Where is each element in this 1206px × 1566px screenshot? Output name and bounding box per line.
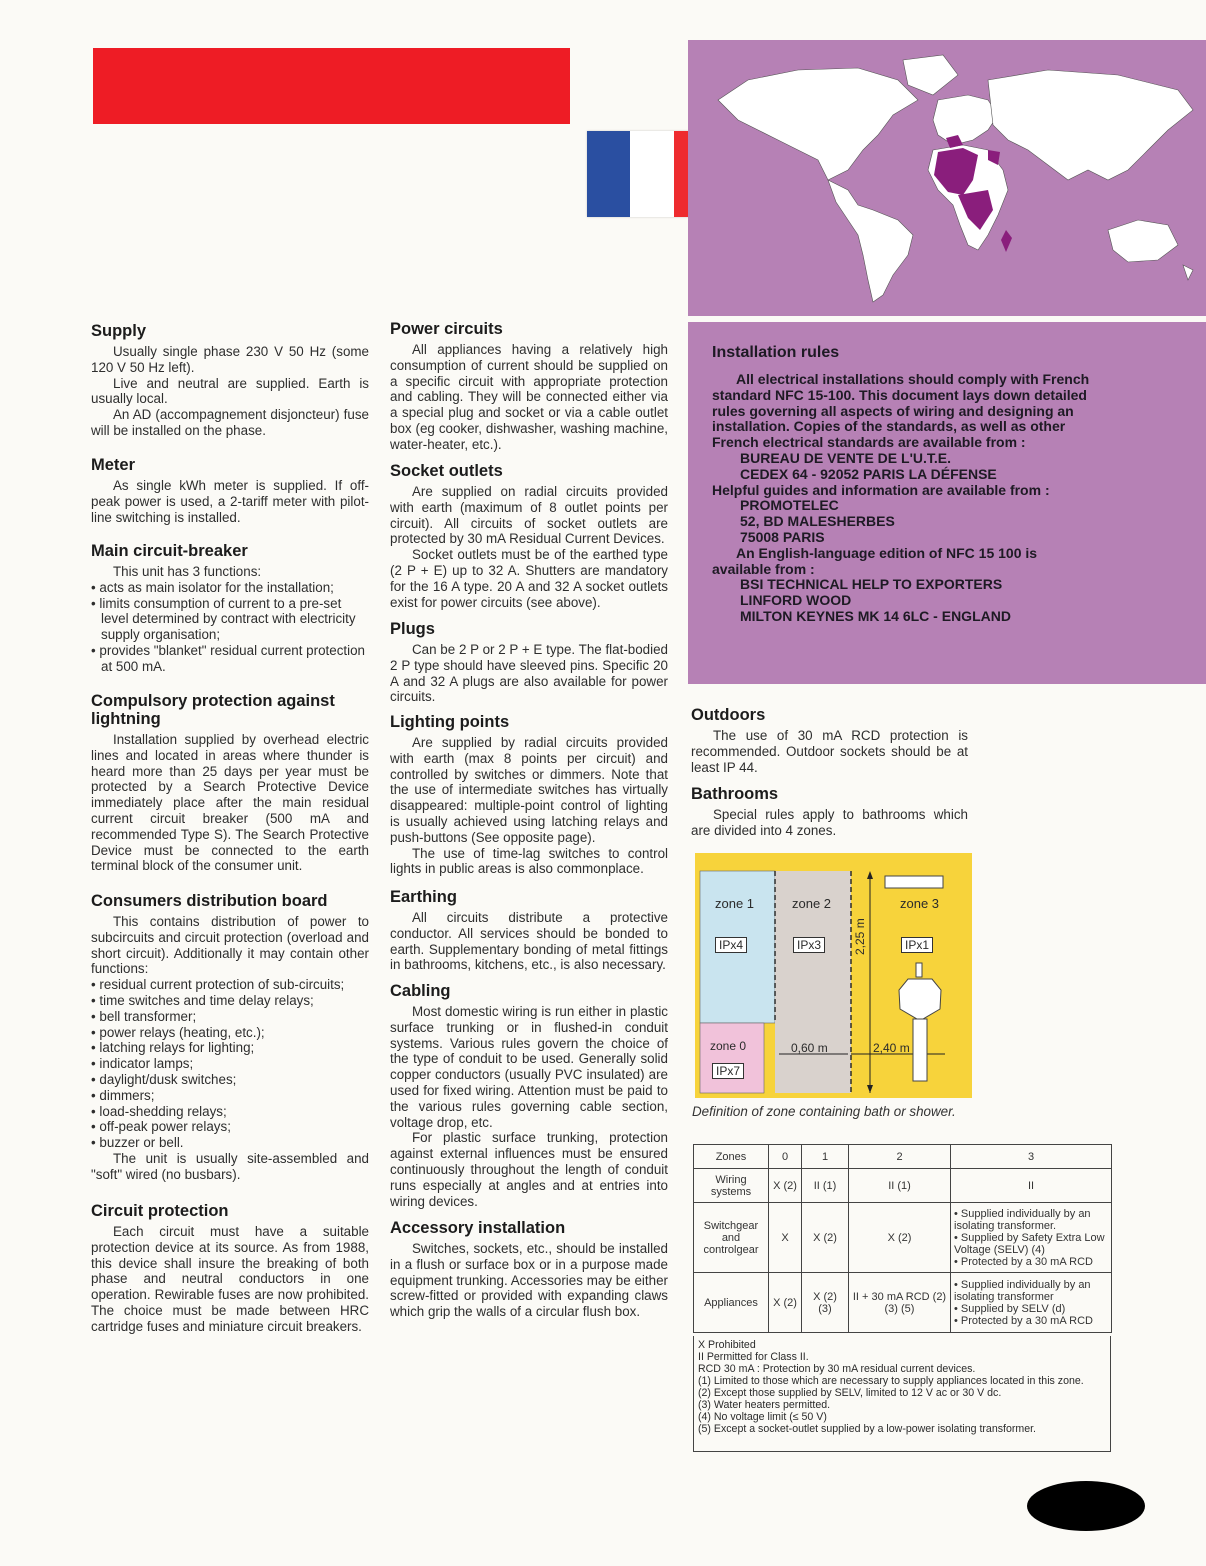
section-title: Accessory installation: [390, 1219, 566, 1237]
note-line: RCD 30 mA : Protection by 30 mA residual current devices.: [698, 1363, 976, 1375]
bullet-list: [91, 580, 369, 675]
table-cell: X (2): [849, 1203, 951, 1273]
section-title: Supply: [91, 322, 147, 340]
width-label: 0,60 m: [791, 1041, 828, 1055]
section-title: Consumers distribution board: [91, 892, 328, 910]
paragraph: An AD (accompagnement disjoncteur) fuse will be installed on the phase.: [91, 407, 369, 438]
note-line: II Permitted for Class II.: [698, 1351, 809, 1363]
paragraph: Installation supplied by overhead electric lines and located in areas where thunder is heard more than 25 days per year must be protected by a Search Protective Device immediately place after the main residual current circuit breaker (500 mA and recommended Type S). The Search Protective Device must be connected to the earth terminal block of the consumer unit.: [91, 732, 369, 874]
zone2-label: zone 2: [792, 896, 832, 911]
table-cell: X (2): [769, 1169, 802, 1203]
section-socket-outlets: [390, 462, 668, 610]
list-item: • off-peak power relays;: [91, 1119, 369, 1135]
rules-address: PROMOTELEC: [740, 497, 839, 514]
zone1-label: zone 1: [715, 896, 755, 911]
paragraph: Socket outlets must be of the earthed type (2 P + E) up to 32 A. Shutters are mandatory for the 16 A type. 20 A and 32 A socket outlets exist for power circuits (see above).: [390, 547, 668, 610]
list-item: • indicator lamps;: [91, 1056, 369, 1072]
table-cell: [951, 1273, 1112, 1333]
section-power-circuits: [390, 320, 668, 453]
paragraph: All appliances having a relatively high consumption of current should be supplied on a specific circuit with appropriate protection and cabling. They will be connected either via a special plug and socket or via a cable outlet box (eg cooker, dishwasher, washing machine, water-heater, etc.).: [390, 342, 668, 452]
table-header-row: [694, 1145, 1112, 1169]
section-title: Socket outlets: [390, 462, 503, 480]
list-item: • buzzer or bell.: [91, 1135, 369, 1151]
table-cell: II (1): [802, 1169, 849, 1203]
table-row-label: Switchgear and controlgear: [694, 1203, 769, 1273]
table-cell: II: [951, 1169, 1112, 1203]
paragraph: Can be 2 P or 2 P + E type. The flat-bodied 2 P type should have sleeved pins. Specific 20 A and 32 A plugs are also available for power circuits.: [390, 642, 668, 705]
note-line: (5) Except a socket-outlet supplied by a low-power isolating transformer.: [698, 1423, 1036, 1435]
section-title: Outdoors: [691, 706, 766, 724]
paragraph: Are supplied on radial circuits provided with earth (maximum of 8 outlet points per circuit). All circuits of socket outlets are protected by 30 mA Residual Current Devices.: [390, 484, 668, 547]
cell-line: • Supplied individually by an isolating transformer: [954, 1278, 1091, 1303]
zones-table: [693, 1144, 1112, 1333]
table-row: [694, 1273, 1112, 1333]
section-earthing: [390, 888, 668, 973]
note-line: (1) Limited to those which are necessary to supply appliances located in this zone.: [698, 1375, 1084, 1387]
rules-address: CEDEX 64 - 92052 PARIS LA DÉFENSE: [740, 465, 997, 482]
table-header-cell: 0: [769, 1145, 802, 1169]
cell-line: • Supplied by SELV (d): [954, 1302, 1066, 1315]
section-accessory-installation: [390, 1219, 668, 1320]
list-item: • power relays (heating, etc.);: [91, 1025, 369, 1041]
paragraph: Switches, sockets, etc., should be installed in a flush or surface box or in a purpose made equipment trunking. Accessories may be either screw-fitted or provided with expanding claws which grip the walls of a circular flush box.: [390, 1241, 668, 1320]
section-title: Cabling: [390, 982, 451, 1000]
paragraph: Most domestic wiring is run either in plastic surface trunking or in flushed-in conduit systems. Various rules govern the choice of the type of conduit to be used. Generally solid copper conductors (usually PVC insulated) are used for fixed wiring. Attention must be paid to the various rules governing cable section, voltage drop, etc.: [390, 1004, 668, 1130]
rules-body: [712, 372, 1092, 625]
section-title: Compulsory protection against lightning: [91, 692, 335, 728]
section-supply: [91, 322, 369, 439]
rules-guides: Helpful guides and information are available from :: [712, 481, 1050, 498]
list-item: • residual current protection of sub-circuits;: [91, 977, 369, 993]
list-item: • load-shedding relays;: [91, 1104, 369, 1120]
table-notes: [693, 1336, 1111, 1452]
paragraph: The use of time-lag switches to control lights in public areas is also commonplace.: [390, 845, 668, 877]
bullet-list: [91, 977, 369, 1151]
page-number-oval: [1027, 1481, 1145, 1531]
installation-rules-box: [688, 322, 1206, 684]
note-line: (3) Water heaters permitted.: [698, 1399, 831, 1411]
section-title: Circuit protection: [91, 1202, 229, 1220]
list-item: • provides "blanket" residual current protection at 500 mA.: [91, 643, 369, 675]
rules-english: An English-language edition of NFC 15 100 is available from :: [712, 544, 1038, 577]
paragraph: The use of 30 mA RCD protection is recommended. Outdoor sockets should be at least IP 44.: [691, 728, 968, 775]
table-header-cell: Zones: [694, 1145, 769, 1169]
section-title: Lighting points: [390, 713, 510, 731]
section-meter: [91, 456, 369, 525]
list-item: • bell transformer;: [91, 1009, 369, 1025]
bathroom-zones-diagram: [695, 853, 972, 1098]
section-main-circuit-breaker: [91, 542, 369, 675]
table-cell: X (2): [802, 1203, 849, 1273]
list-item: • time switches and time delay relays;: [91, 993, 369, 1009]
paragraph: Usually single phase 230 V 50 Hz (some 120 V 50 Hz left).: [91, 344, 369, 375]
cell-line: • Supplied individually by an isolating transformer.: [954, 1207, 1091, 1232]
ip-rating-badge: IPx1: [901, 937, 933, 953]
paragraph: Special rules apply to bathrooms which are divided into 4 zones.: [691, 807, 968, 838]
table-header-cell: 2: [849, 1145, 951, 1169]
width-label: 2,40 m: [873, 1041, 910, 1055]
ip-rating-badge: IPx3: [793, 937, 825, 953]
list-item: • latching relays for lighting;: [91, 1040, 369, 1056]
rules-title: Installation rules: [712, 344, 840, 361]
title-banner: [93, 48, 570, 124]
table-header-cell: 3: [951, 1145, 1112, 1169]
list-item: • daylight/dusk switches;: [91, 1072, 369, 1088]
paragraph: Live and neutral are supplied. Earth is usually local.: [91, 375, 369, 407]
note-line: (2) Except those supplied by SELV, limited to 12 V ac or 30 V dc.: [698, 1387, 1002, 1399]
section-title: Power circuits: [390, 320, 503, 338]
section-distribution-board: [91, 892, 369, 1183]
world-map: [688, 40, 1206, 316]
rules-address: BSI TECHNICAL HELP TO EXPORTERS: [740, 576, 1003, 593]
rules-address: 75008 PARIS: [740, 528, 825, 545]
paragraph: This contains distribution of power to subcircuits and circuit protection (overload and short circuit). Additionally it may contain other functions:: [91, 914, 369, 977]
paragraph: This unit has 3 functions:: [113, 564, 262, 579]
section-cabling: [390, 982, 668, 1209]
table-row-label: Wiring systems: [694, 1169, 769, 1203]
ip-rating-badge: IPx7: [712, 1063, 744, 1079]
paragraph: The unit is usually site-assembled and "soft" wired (no busbars).: [91, 1150, 369, 1182]
figure-caption: Definition of zone containing bath or shower.: [692, 1104, 956, 1119]
cell-line: • Protected by a 30 mA RCD: [954, 1314, 1093, 1327]
zone0-label: zone 0: [710, 1039, 747, 1053]
table-cell: X: [769, 1203, 802, 1273]
rules-address: MILTON KEYNES MK 14 6LC - ENGLAND: [740, 607, 1011, 624]
list-item: • dimmers;: [91, 1088, 369, 1104]
ip-rating-badge: IPx4: [715, 937, 747, 953]
table-cell: II + 30 mA RCD (2) (3) (5): [849, 1273, 951, 1333]
section-title: Meter: [91, 456, 136, 474]
height-label: 2,25 m: [853, 918, 867, 955]
table-cell: II (1): [849, 1169, 951, 1203]
table-header-cell: 1: [802, 1145, 849, 1169]
table-row: [694, 1203, 1112, 1273]
table-cell: X (2): [769, 1273, 802, 1333]
table-row: [694, 1169, 1112, 1203]
section-circuit-protection: [91, 1202, 369, 1335]
paragraph: Are supplied by radial circuits provided with earth (max 8 points per circuit) and controlled by switches or dimmers. Note that the use of intermediate switches has virtually disappeared: multiple-point control of lighting is usually achieved using latching relays and push-buttons (See opposite page).: [390, 735, 668, 845]
rules-address: 52, BD MALESHERBES: [740, 513, 895, 530]
list-item: • limits consumption of current to a pre-set level determined by contract with electricity supply organisation;: [91, 596, 369, 643]
rules-intro: All electrical installations should comply with French standard NFC 15-100. This document lays down detailed rules governing all aspects of wiring and designing an installation. Copies of the standards, as well as other French electrical standards are available from :: [712, 371, 1090, 451]
world-map-icon: [688, 40, 1206, 316]
section-title: Earthing: [390, 888, 457, 906]
paragraph: For plastic surface trunking, protection against external influences must be ensured continuously throughout the length of conduit runs especially at angles and at entries into wiring devices.: [390, 1130, 668, 1209]
table-cell: X (2) (3): [802, 1273, 849, 1333]
paragraph: All circuits distribute a protective conductor. All services should be bonded to earth. Supplementary bonding of metal fittings in bathrooms, kitchens, etc., is also necessary.: [390, 910, 668, 973]
rules-address: BUREAU DE VENTE DE L'U.T.E.: [740, 449, 952, 466]
section-plugs: [390, 620, 668, 705]
section-lightning: [91, 692, 369, 874]
zone3-label: zone 3: [900, 896, 940, 911]
section-title: Bathrooms: [691, 785, 779, 803]
section-title: Main circuit-breaker: [91, 542, 248, 560]
list-item: • acts as main isolator for the installation;: [91, 580, 369, 596]
note-line: X Prohibited: [698, 1339, 756, 1351]
section-outdoors: [691, 706, 968, 775]
table-cell: [951, 1203, 1112, 1273]
paragraph: Each circuit must have a suitable protection device at its source. As from 1988, this device shall insure the breaking of both phase and neutral conductors in one operation. Rewirable fuses are now prohibited. The choice must be made between HRC cartridge fuses and miniature circuit breakers.: [91, 1224, 369, 1334]
section-lighting-points: [390, 713, 668, 877]
note-line: (4) No voltage limit (≤ 50 V): [698, 1411, 827, 1423]
cell-line: • Supplied by Safety Extra Low Voltage (SELV) (4): [954, 1231, 1105, 1256]
section-title: Plugs: [390, 620, 435, 638]
cell-line: • Protected by a 30 mA RCD: [954, 1255, 1093, 1268]
section-bathrooms: [691, 785, 968, 839]
table-row-label: Appliances: [694, 1273, 769, 1333]
paragraph: As single kWh meter is supplied. If off-peak power is used, a 2-tariff meter with pilot-line switching is installed.: [91, 478, 369, 525]
rules-address: LINFORD WOOD: [740, 592, 852, 609]
